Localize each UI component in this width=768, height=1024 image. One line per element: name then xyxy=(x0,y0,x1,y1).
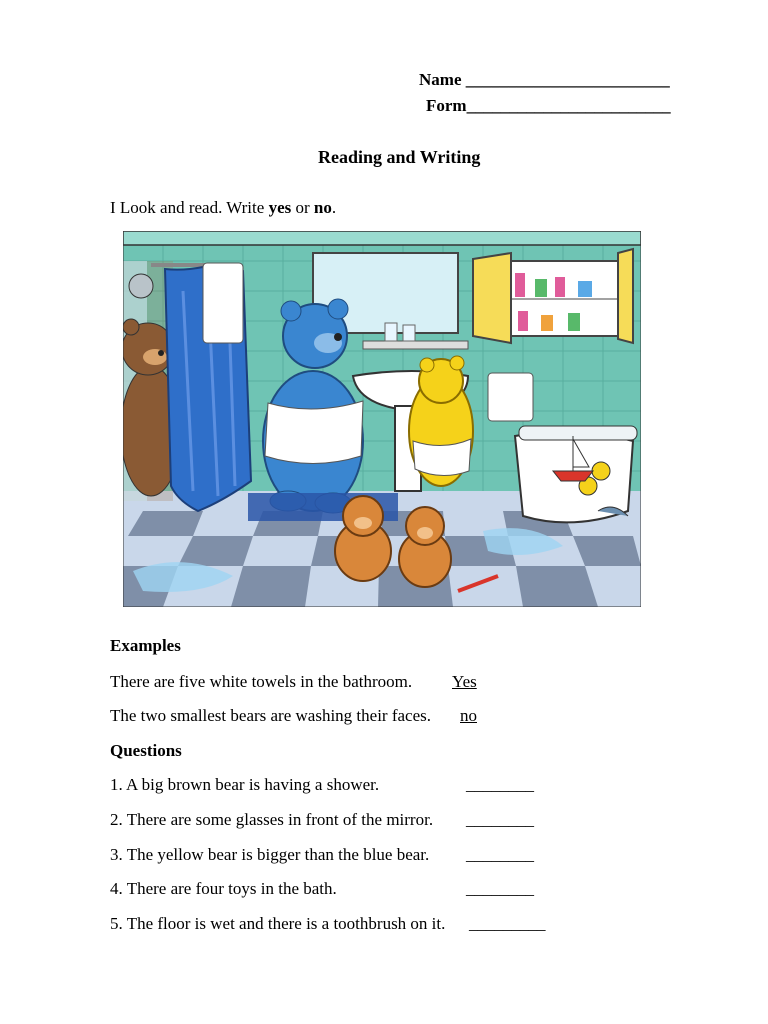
question-answer-blank-2[interactable]: ________ xyxy=(466,810,534,829)
examples-heading: Examples xyxy=(110,636,181,655)
example-row-1 xyxy=(110,672,412,692)
instruction-yes: yes xyxy=(268,198,292,217)
bathroom-bears-illustration xyxy=(123,231,641,607)
question-text-2: 2. There are some glasses in front of the mirror. xyxy=(110,810,434,829)
towel-on-rail xyxy=(203,263,243,343)
questions-heading: Questions xyxy=(110,741,182,760)
question-text-4: 4. There are four toys in the bath. xyxy=(110,879,337,898)
question-text-3: 3. The yellow bear is bigger than the blue bear. xyxy=(110,845,430,864)
question-answer-blank-5[interactable]: _________ xyxy=(469,914,546,933)
question-answer-blank-1[interactable]: ________ xyxy=(466,775,534,794)
question-answer-blank-3[interactable]: ________ xyxy=(466,845,534,864)
page-title: Reading and Writing xyxy=(318,147,481,167)
form-blank[interactable]: ________________________ xyxy=(466,96,671,115)
question-answer-blank-4[interactable]: ________ xyxy=(466,879,534,898)
question-text-5: 5. The floor is wet and there is a toothbrush on it. xyxy=(110,914,446,933)
example-answer-1: Yes xyxy=(452,672,477,691)
example-row-2 xyxy=(110,706,431,726)
bathtub xyxy=(515,426,637,522)
instruction-line xyxy=(110,198,336,218)
question-text-1: 1. A big brown bear is having a shower. xyxy=(110,775,380,794)
form-field-row xyxy=(426,96,671,116)
name-label: Name xyxy=(419,70,462,89)
name-field-row xyxy=(419,70,670,90)
form-label: Form xyxy=(426,96,467,115)
name-blank[interactable]: ________________________ xyxy=(465,70,670,89)
instruction-end: . xyxy=(331,198,337,217)
hand-towel xyxy=(488,373,533,421)
instruction-or: or xyxy=(291,198,314,217)
example-answer-2: no xyxy=(460,706,477,725)
example-text-2: The two smallest bears are washing their faces. xyxy=(110,706,431,725)
example-text-1: There are five white towels in the bathroom. xyxy=(110,672,413,691)
instruction-no: no xyxy=(313,198,332,217)
instruction-prefix: I Look and read. Write xyxy=(110,198,269,217)
